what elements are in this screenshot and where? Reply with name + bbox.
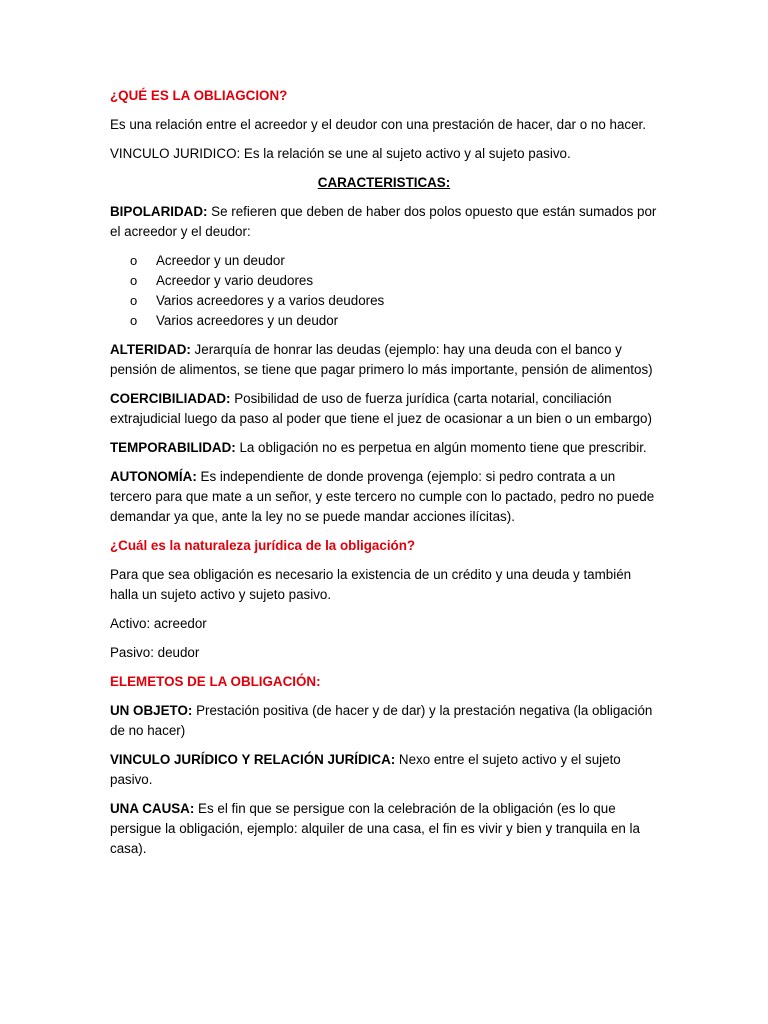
paragraph-autonomia xyxy=(110,467,658,527)
section-heading-caracteristicas xyxy=(110,173,658,193)
list-item xyxy=(110,291,658,311)
paragraph-causa xyxy=(110,799,658,859)
bullet-circle-icon: o xyxy=(130,313,138,328)
list-item xyxy=(110,251,658,271)
paragraph-activo: Activo: acreedor xyxy=(110,616,207,631)
bullet-list-polos xyxy=(110,251,658,331)
heading-elementos: ELEMETOS DE LA OBLIGACIÓN: xyxy=(110,674,321,689)
term-label: ALTERIDAD: xyxy=(110,342,191,357)
heading-naturaleza-juridica: ¿Cuál es la naturaleza jurídica de la obligación? xyxy=(110,538,416,553)
list-item-text: Acreedor y vario deudores xyxy=(156,273,314,288)
paragraph-vinculo-relacion xyxy=(110,750,658,790)
term-text: Nexo entre el sujeto activo y el sujeto pasivo. xyxy=(110,752,621,787)
list-item-text: Varios acreedores y un deudor xyxy=(156,313,339,328)
term-label: VINCULO JURÍDICO Y RELACIÓN JURÍDICA: xyxy=(110,752,396,767)
heading-que-es-obligacion: ¿QUÉ ES LA OBLIAGCION? xyxy=(110,88,288,103)
bullet-circle-icon: o xyxy=(130,273,138,288)
term-label: COERCIBILIADAD: xyxy=(110,391,231,406)
paragraph-objeto xyxy=(110,701,658,741)
bullet-circle-icon: o xyxy=(130,253,138,268)
term-text: Posibilidad de uso de fuerza jurídica (carta notarial, conciliación extrajudicial luego da paso al poder que tiene el juez de ocasionar a un bien o un embargo) xyxy=(110,391,652,426)
paragraph-temporabilidad xyxy=(110,438,658,458)
list-item-text: Varios acreedores y a varios deudores xyxy=(156,293,385,308)
paragraph-coercibilidad xyxy=(110,389,658,429)
list-item xyxy=(110,271,658,291)
term-text: Es independiente de donde provenga (ejemplo: si pedro contrata a un tercero para que mate a un señor, y este tercero no cumple con lo pactado, pedro no puede demandar ya que, ante la ley no se puede mandar acciones ilícitas). xyxy=(110,469,655,524)
term-label: AUTONOMÍA: xyxy=(110,469,197,484)
bullet-circle-icon: o xyxy=(130,293,138,308)
term-text: La obligación no es perpetua en algún momento tiene que prescribir. xyxy=(235,440,647,455)
list-item xyxy=(110,311,658,331)
term-text: Prestación positiva (de hacer y de dar) y la prestación negativa (la obligación de no hacer) xyxy=(110,703,653,738)
term-label: UN OBJETO: xyxy=(110,703,193,718)
list-item-text: Acreedor y un deudor xyxy=(156,253,285,268)
document-body xyxy=(110,86,658,868)
paragraph-vinculo-juridico xyxy=(110,144,658,164)
term-label: TEMPORABILIDAD: xyxy=(110,440,236,455)
term-label: BIPOLARIDAD: xyxy=(110,204,208,219)
term-label: VINCULO JURIDICO: xyxy=(110,146,241,161)
term-text: Es la relación se une al sujeto activo y al sujeto pasivo. xyxy=(240,146,571,161)
term-label: UNA CAUSA: xyxy=(110,801,195,816)
term-text: Se refieren que deben de haber dos polos opuesto que están sumados por el acreedor y el deudor: xyxy=(110,204,657,239)
term-text: Es el fin que se persigue con la celebración de la obligación (es lo que persigue la obligación, ejemplo: alquiler de una casa, el fin es vivir y bien y tranquila en la casa). xyxy=(110,801,640,856)
paragraph-definition: Es una relación entre el acreedor y el deudor con una prestación de hacer, dar o no hacer. xyxy=(110,117,646,132)
paragraph-naturaleza: Para que sea obligación es necesario la existencia de un crédito y una deuda y también halla un sujeto activo y sujeto pasivo. xyxy=(110,567,632,602)
paragraph-bipolaridad xyxy=(110,202,658,242)
section-title: CARACTERISTICAS: xyxy=(317,175,451,190)
paragraph-pasivo: Pasivo: deudor xyxy=(110,645,200,660)
term-text: Jerarquía de honrar las deudas (ejemplo: hay una deuda con el banco y pensión de alimentos, se tiene que pagar primero lo más importante, pensión de alimentos) xyxy=(110,342,653,377)
paragraph-alteridad xyxy=(110,340,658,380)
